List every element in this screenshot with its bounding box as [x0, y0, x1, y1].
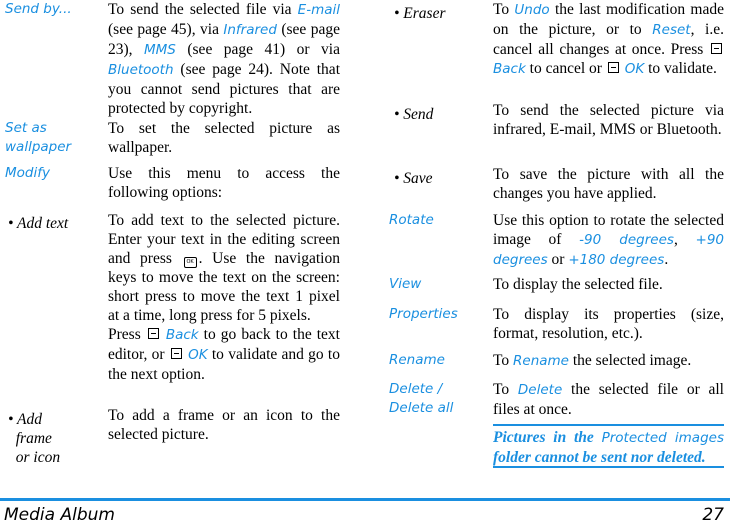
- footer-divider: [0, 498, 730, 501]
- desc-send-by: To send the selected file via E-mail (see page 45), via Infrared (see page 23), MMS (see page 41) or via Bluetooth (see page 24). Note that you cannot send pictures that are protected by copyright.: [108, 1, 340, 117]
- term-add-text: • Add text: [8, 215, 69, 232]
- term-set-as-wallpaper: Set as wallpaper: [5, 120, 72, 155]
- softkey-icon: [171, 348, 182, 359]
- softkey-icon: [148, 328, 159, 339]
- note-divider: [493, 466, 724, 468]
- desc-eraser: To Undo the last modification made on the picture, or to Reset, i.e. cancel all changes at once. Press Back to cancel or OK to validate.: [493, 1, 724, 77]
- term-rename: Rename: [389, 352, 445, 368]
- desc-rename: To Rename the selected image.: [493, 352, 692, 369]
- desc-add-frame-or-icon: To add a frame or an icon to the selected picture.: [108, 407, 340, 443]
- desc-rotate: Use this option to rotate the selected image of -90 degrees, +90 degrees or +180 degrees.: [493, 212, 725, 268]
- desc-properties: To display its properties (size, format, resolution, etc.).: [493, 306, 724, 342]
- term-send: • Send: [394, 106, 434, 123]
- softkey-icon: [608, 62, 619, 73]
- desc-modify: Use this menu to access the following options:: [108, 165, 340, 201]
- footer-section-title: Media Album: [4, 505, 115, 525]
- term-save: • Save: [394, 170, 433, 187]
- desc-view: To display the selected file.: [493, 276, 663, 293]
- desc-delete: To Delete the selected file or all files at once.: [493, 381, 724, 418]
- desc-set-as-wallpaper: To set the selected picture as wallpaper.: [108, 120, 340, 156]
- term-send-by: Send by...: [5, 1, 72, 17]
- page-number: 27: [702, 505, 724, 525]
- ok-key-icon: OK: [184, 257, 197, 268]
- softkey-icon: [711, 43, 722, 54]
- desc-add-text: To add text to the selected picture. Enter your text in the editing screen and press OK . Use the navigation keys to move the text on the screen: short press to move the text 1 pixel at a time, long press for 5 pixels. Press Back to go back to the text editor, or OK to validate and go to the next option.: [108, 212, 340, 383]
- desc-send: To send the selected picture via infrared, E-mail, MMS or Bluetooth.: [493, 102, 724, 138]
- term-view: View: [389, 276, 422, 292]
- term-properties: Properties: [389, 306, 458, 322]
- note-protected-images: Pictures in the Protected images folder cannot be sent nor deleted.: [493, 424, 724, 467]
- term-add-frame-or-icon: • Add frame or icon: [8, 411, 61, 466]
- desc-save: To save the picture with all the changes you have applied.: [493, 166, 724, 202]
- term-rotate: Rotate: [389, 212, 434, 228]
- term-eraser: • Eraser: [394, 5, 446, 22]
- term-modify: Modify: [5, 165, 50, 181]
- term-delete: Delete / Delete all: [389, 381, 454, 416]
